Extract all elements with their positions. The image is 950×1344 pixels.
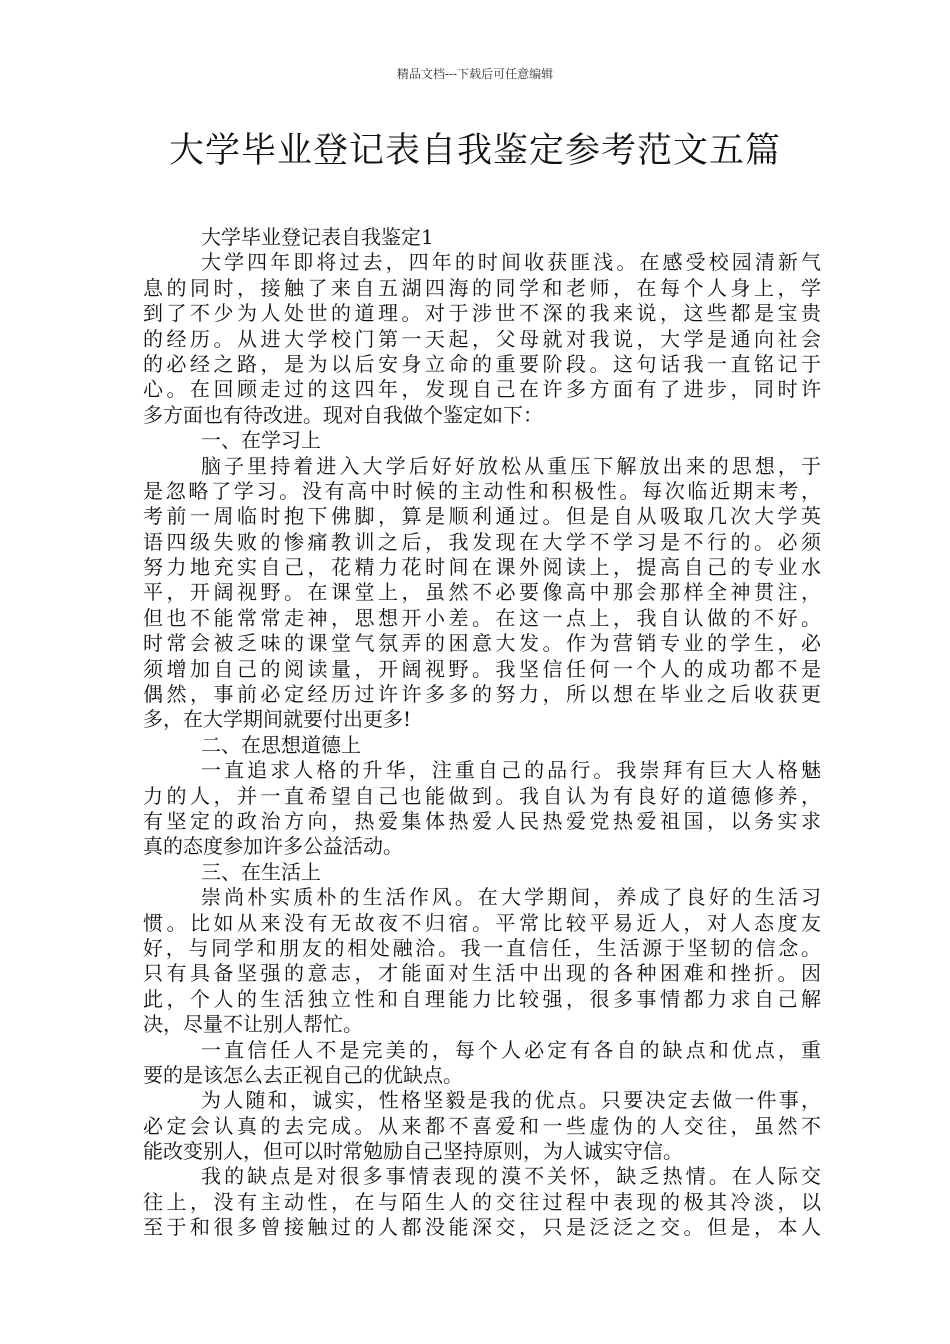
paragraph-line: 崇尚朴实质朴的生活作风。在大学期间，养成了良好的生活习 bbox=[201, 885, 821, 910]
paragraph-line: 至于和很多曾接触过的人都没能深交，只是泛泛之交。但是，本人 bbox=[143, 1215, 821, 1240]
paragraph-line: 考前一周临时抱下佛脚，算是顺利通过。但是自从吸取几次大学英 bbox=[143, 504, 821, 529]
paragraph-line: 有坚定的政治方向，热爱集体热爱人民热爱党热爱祖国，以务实求 bbox=[143, 808, 821, 833]
paragraph-line: 脑子里持着进入大学后好好放松从重压下解放出来的思想，于 bbox=[201, 453, 821, 478]
paragraph-line: 必定会认真的去完成。从来都不喜爱和一些虚伪的人交往，虽然不 bbox=[143, 1113, 821, 1138]
paragraph-line: 好，与同学和朋友的相处融洽。我一直信任，生活源于坚韧的信念。 bbox=[143, 935, 821, 960]
paragraph-line: 的经历。从进大学校门第一天起，父母就对我说，大学是通向社会 bbox=[143, 326, 821, 351]
paragraph-line: 为人随和，诚实，性格坚毅是我的优点。只要决定去做一件事， bbox=[201, 1088, 821, 1113]
paragraph-line: 平，开阔视野。在课堂上，虽然不必要像高中那会那样全神贯注， bbox=[143, 580, 821, 605]
paragraph-line: 大学四年即将过去，四年的时间收获匪浅。在感受校园清新气 bbox=[201, 250, 821, 275]
paragraph-line: 努力地充实自己，花精力花时间在课外阅读上，提高自己的专业水 bbox=[143, 555, 821, 580]
paragraph-line: 但也不能常常走神，思想开小差。在这一点上，我自认做的不好。 bbox=[143, 605, 821, 630]
paragraph-line: 心。在回顾走过的这四年，发现自己在许多方面有了进步，同时许 bbox=[143, 377, 821, 402]
paragraph-line: 须增加自己的阅读量，开阔视野。我坚信任何一个人的成功都不是 bbox=[143, 656, 821, 681]
section-heading: 三、在生活上 bbox=[201, 859, 321, 884]
section-heading: 大学毕业登记表自我鉴定1 bbox=[201, 225, 434, 249]
paragraph-line: 的必经之路，是为以后安身立命的重要阶段。这句话我一直铭记于 bbox=[143, 351, 821, 376]
paragraph-line: 决，尽量不让别人帮忙。 bbox=[143, 1012, 363, 1037]
document-title: 大学毕业登记表自我鉴定参考范文五篇 bbox=[168, 131, 781, 171]
paragraph-line: 力的人，并一直希望自己也能做到。我自认为有良好的道德修养， bbox=[143, 783, 821, 808]
paragraph-line: 时常会被乏味的课堂气氛弄的困意大发。作为营销专业的学生，必 bbox=[143, 631, 821, 656]
paragraph-line: 是忽略了学习。没有高中时候的主动性和积极性。每次临近期末考， bbox=[143, 478, 821, 503]
paragraph-line: 一直追求人格的升华，注重自己的品行。我崇拜有巨大人格魅 bbox=[201, 758, 821, 783]
paragraph-line: 息的同时，接触了来自五湖四海的同学和老师，在每个人身上，学 bbox=[143, 275, 821, 300]
paragraph-line: 能改变别人，但可以时常勉励自己坚持原则，为人诚实守信。 bbox=[143, 1139, 683, 1164]
paragraph-line: 多方面也有待改进。现对自我做个鉴定如下： bbox=[143, 402, 543, 427]
paragraph-line: 一直信任人不是完美的，每个人必定有各自的缺点和优点，重 bbox=[201, 1037, 821, 1062]
header-note: 精品文档---下载后可任意编辑 bbox=[396, 67, 554, 81]
paragraph-line: 到了不少为人处世的道理。对于涉世不深的我来说，这些都是宝贵 bbox=[143, 301, 821, 326]
paragraph-line: 往上，没有主动性，在与陌生人的交往过程中表现的极其冷淡，以 bbox=[143, 1189, 821, 1214]
paragraph-line: 惯。比如从来没有无故夜不归宿。平常比较平易近人，对人态度友 bbox=[143, 910, 821, 935]
section-heading: 一、在学习上 bbox=[201, 428, 321, 453]
paragraph-line: 偶然，事前必定经历过许许多多的努力，所以想在毕业之后收获更 bbox=[143, 682, 821, 707]
section-heading: 二、在思想道德上 bbox=[201, 732, 361, 757]
document-body bbox=[143, 225, 821, 1241]
paragraph-line: 此，个人的生活独立性和自理能力比较强，很多事情都力求自己解 bbox=[143, 986, 821, 1011]
paragraph-line: 只有具备坚强的意志，才能面对生活中出现的各种困难和挫折。因 bbox=[143, 961, 821, 986]
paragraph-line: 我的缺点是对很多事情表现的漠不关怀，缺乏热情。在人际交 bbox=[201, 1164, 821, 1189]
paragraph-line: 真的态度参加许多公益活动。 bbox=[143, 834, 403, 859]
paragraph-line: 语四级失败的惨痛教训之后，我发现在大学不学习是不行的。必须 bbox=[143, 529, 821, 554]
paragraph-line: 要的是该怎么去正视自己的优缺点。 bbox=[143, 1062, 463, 1087]
paragraph-line: 多，在大学期间就要付出更多! bbox=[143, 707, 412, 732]
